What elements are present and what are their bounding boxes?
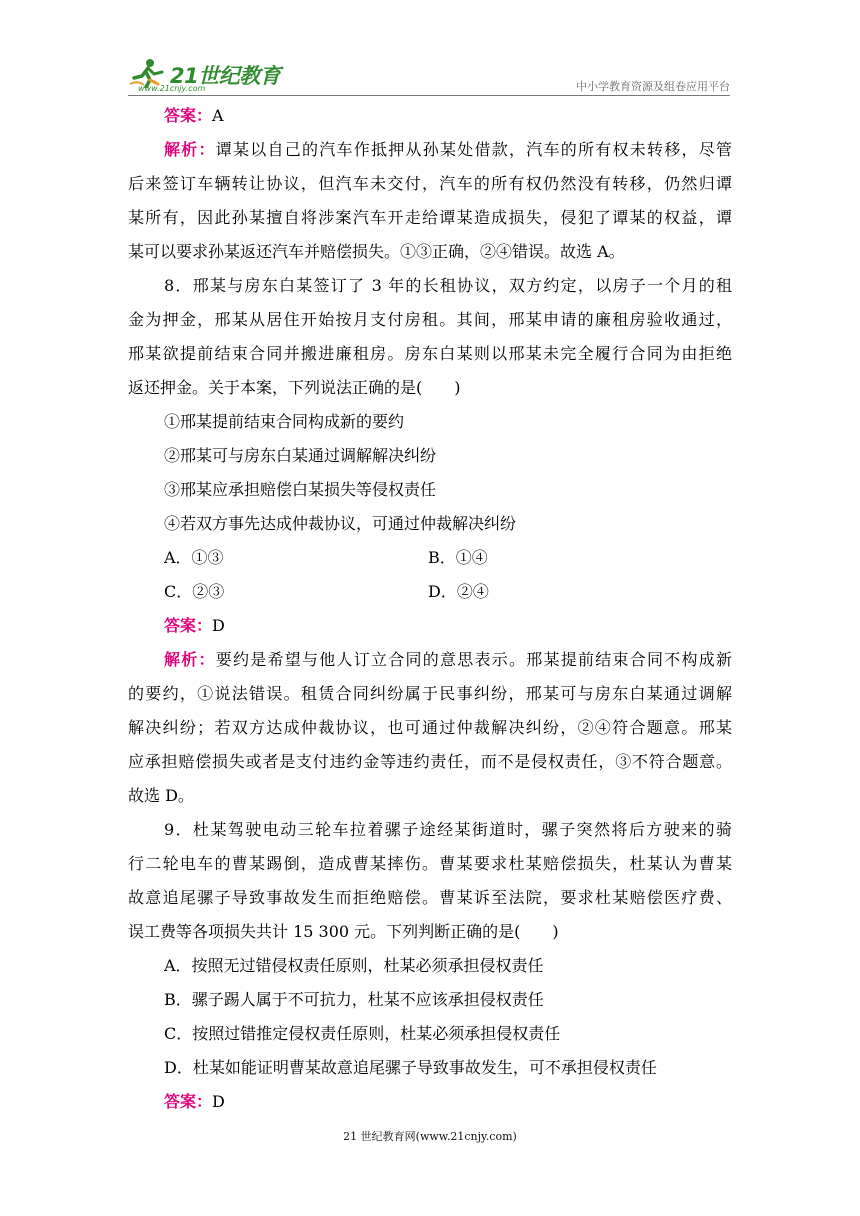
logo-wordmark: 21世纪教育: [170, 64, 281, 88]
answer-label: 答案：: [164, 106, 213, 125]
answer-value: D: [212, 616, 225, 635]
analysis-text: 要约是希望与他人订立合同的意思表示。邢某提前结束合同不构成新: [215, 650, 732, 669]
option-c[interactable]: C．②③: [164, 582, 225, 601]
analysis-label: 解析：: [164, 140, 216, 159]
question-8-line: 金为押金，邢某从居住开始按月支付房租。其间，邢某申请的廉租房验收通过，: [128, 310, 732, 329]
answer-value: A: [212, 106, 224, 125]
question-8-line: 邢某欲提前结束合同并搬进廉租房。房东白某则以邢某未完全履行合同为由拒绝: [128, 344, 732, 363]
statement-item: ④若双方事先达成仲裁协议，可通过仲裁解决纠纷: [164, 514, 517, 533]
logo-url: www.21cnjy.com: [138, 84, 206, 93]
question-8-line: 8．邢某与房东白某签订了 3 年的长租协议，双方约定，以房子一个月的租: [164, 276, 732, 295]
header-divider: [128, 95, 730, 96]
answer-label: 答案：: [164, 1092, 213, 1111]
analysis-line: 某所有，因此孙某擅自将涉案汽车开走给谭某造成损失，侵犯了谭某的权益，谭: [128, 208, 732, 227]
question-8-line: 返还押金。关于本案，下列说法正确的是( ): [128, 378, 461, 397]
analysis-line: [164, 140, 732, 160]
analysis-text: 谭某以自己的汽车作抵押从孙某处借款，汽车的所有权未转移，尽管: [215, 140, 732, 159]
statement-item: ③邢某应承担赔偿白某损失等侵权责任: [164, 480, 437, 499]
answer-line-1: [164, 106, 224, 126]
answer-label: 答案：: [164, 616, 213, 635]
answer-value: D: [212, 1092, 225, 1111]
statement-item: ②邢某可与房东白某通过调解解决纠纷: [164, 446, 437, 465]
header-tagline: 中小学教育资源及组卷应用平台: [576, 80, 730, 93]
answer-line-2: [164, 616, 225, 636]
option-c[interactable]: C．按照过错推定侵权责任原则，杜某必须承担侵权责任: [164, 1024, 561, 1043]
statement-item: ①邢某提前结束合同构成新的要约: [164, 412, 405, 431]
question-9-line: 行二轮电车的曹某踢倒，造成曹某摔伤。曹某要求杜某赔偿损失，杜某认为曹某: [128, 854, 732, 873]
option-b[interactable]: B．①④: [428, 548, 488, 567]
option-a[interactable]: A．①③: [164, 548, 224, 567]
question-9-line: 9．杜某驾驶电动三轮车拉着骡子途经某街道时，骡子突然将后方驶来的骑: [164, 820, 732, 839]
question-9-line: 故意追尾骡子导致事故发生而拒绝赔偿。曹某诉至法院，要求杜某赔偿医疗费、: [128, 888, 732, 907]
question-9-line: 误工费等各项损失共计 15 300 元。下列判断正确的是( ): [128, 922, 559, 941]
analysis-line: 解决纠纷；若双方达成仲裁协议，也可通过仲裁解决纠纷，②④符合题意。邢某: [128, 718, 732, 737]
option-d[interactable]: D．②④: [428, 582, 489, 601]
site-logo[interactable]: [128, 58, 288, 94]
analysis-line: 应承担赔偿损失或者是支付违约金等违约责任，而不是侵权责任，③不符合题意。: [128, 752, 732, 771]
option-b[interactable]: B．骡子踢人属于不可抗力，杜某不应该承担侵权责任: [164, 990, 544, 1009]
option-a[interactable]: A．按照无过错侵权责任原则，杜某必须承担侵权责任: [164, 956, 544, 975]
page-header: [128, 58, 730, 98]
analysis-line: 某可以要求孙某返还汽车并赔偿损失。①③正确，②④错误。故选 A。: [128, 242, 625, 261]
page-footer[interactable]: 21 世纪教育网(www.21cnjy.com): [343, 1130, 517, 1143]
option-d[interactable]: D．杜某如能证明曹某故意追尾骡子导致事故发生，可不承担侵权责任: [164, 1058, 657, 1077]
answer-line-3: [164, 1092, 225, 1112]
analysis-line: 故选 D。: [128, 786, 194, 805]
analysis-line: [164, 650, 732, 670]
analysis-label: 解析：: [164, 650, 216, 669]
analysis-line: 后来签订车辆转让协议，但汽车未交付，汽车的所有权仍然没有转移，仍然归谭: [128, 174, 732, 193]
analysis-line: 的要约，①说法错误。租赁合同纠纷属于民事纠纷，邢某可与房东白某通过调解: [128, 684, 732, 703]
